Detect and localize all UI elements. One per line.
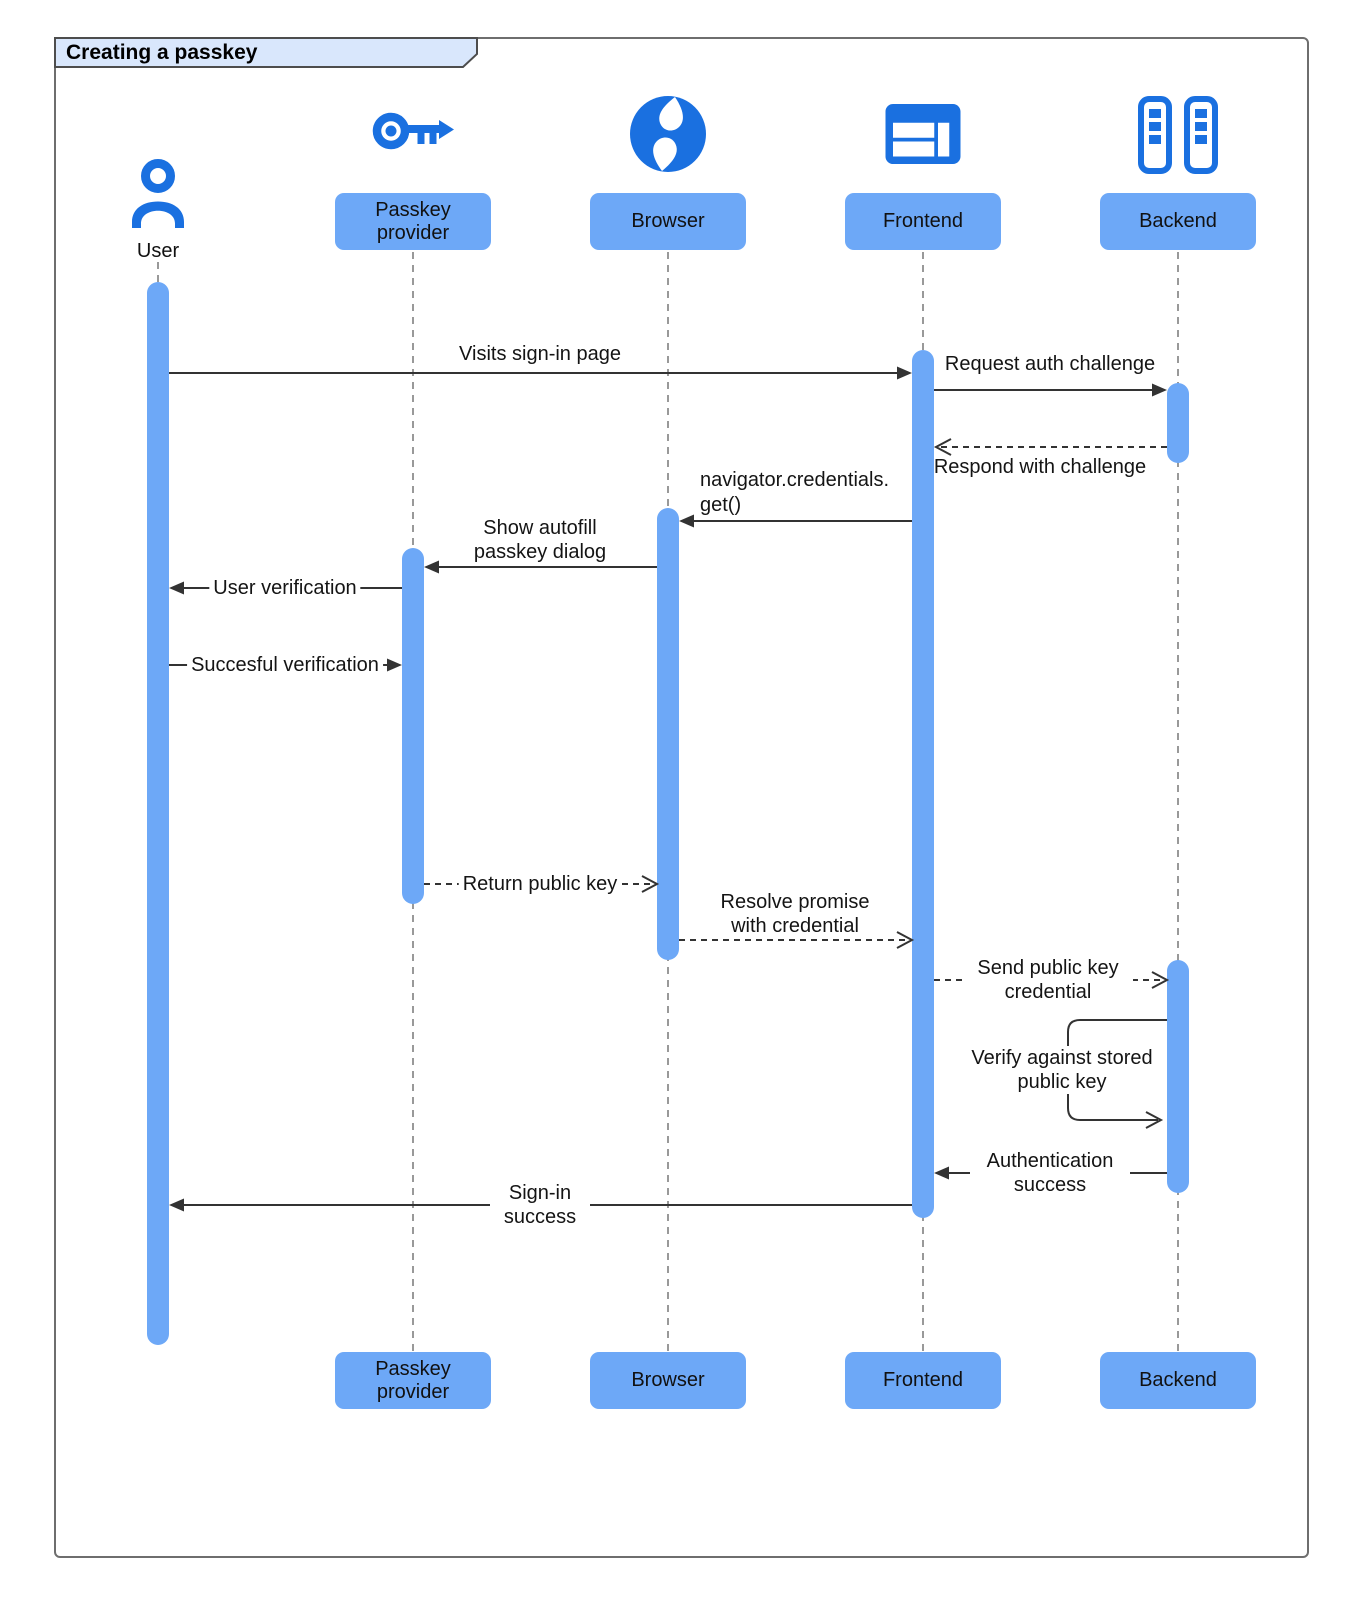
message-label-send-public-key: Send public key credential bbox=[963, 956, 1133, 1004]
lifeline-foot-frontend: Frontend bbox=[845, 1352, 1001, 1409]
lifeline-head-passkey-provider: Passkey provider bbox=[335, 193, 491, 250]
arrowhead-visits-signin bbox=[897, 367, 912, 380]
lifeline-foot-browser: Browser bbox=[590, 1352, 746, 1409]
arrowhead-auth-success bbox=[934, 1167, 949, 1180]
actor-label-user: User bbox=[136, 240, 180, 262]
message-label-show-autofill: Show autofill passkey dialog bbox=[473, 517, 607, 563]
arrowhead-user-verification bbox=[169, 582, 184, 595]
arrowhead-show-autofill bbox=[424, 561, 439, 574]
lifeline-foot-passkey-provider: Passkey provider bbox=[335, 1352, 491, 1409]
lifeline-head-frontend: Frontend bbox=[845, 193, 1001, 250]
message-label-visits-signin: Visits sign-in page bbox=[459, 343, 621, 365]
message-label-request-auth: Request auth challenge bbox=[944, 353, 1156, 375]
arrowhead-nav-credentials bbox=[679, 515, 694, 528]
message-label-nav-credentials: navigator.credentials. get() bbox=[700, 469, 890, 516]
message-label-user-verification: User verification bbox=[209, 576, 360, 600]
frame-title: Creating a passkey bbox=[66, 41, 258, 64]
message-label-succesful-verification: Succesful verification bbox=[187, 653, 383, 677]
activation-bar-backend-2 bbox=[1167, 960, 1189, 1193]
lifeline-head-backend: Backend bbox=[1100, 193, 1256, 250]
arrowhead-signin-success bbox=[169, 1199, 184, 1212]
arrowhead-request-auth bbox=[1152, 384, 1167, 397]
message-label-resolve-promise: Resolve promise with credential bbox=[720, 891, 870, 937]
message-label-signin-success: Sign-in success bbox=[490, 1181, 590, 1229]
arrowhead-succesful-verification bbox=[387, 659, 402, 672]
activation-bar-backend-1 bbox=[1167, 383, 1189, 463]
activation-bar-passkey-provider bbox=[402, 548, 424, 904]
activation-bar-browser bbox=[657, 508, 679, 960]
message-label-verify-stored: Verify against stored public key bbox=[967, 1046, 1157, 1094]
lifeline-foot-backend: Backend bbox=[1100, 1352, 1256, 1409]
message-label-respond-challenge: Respond with challenge bbox=[933, 456, 1147, 478]
activation-bar-user bbox=[147, 282, 169, 1345]
message-label-return-public-key: Return public key bbox=[459, 872, 622, 896]
message-label-auth-success: Authentication success bbox=[970, 1149, 1130, 1197]
activation-bar-frontend bbox=[912, 350, 934, 1218]
lifeline-head-browser: Browser bbox=[590, 193, 746, 250]
